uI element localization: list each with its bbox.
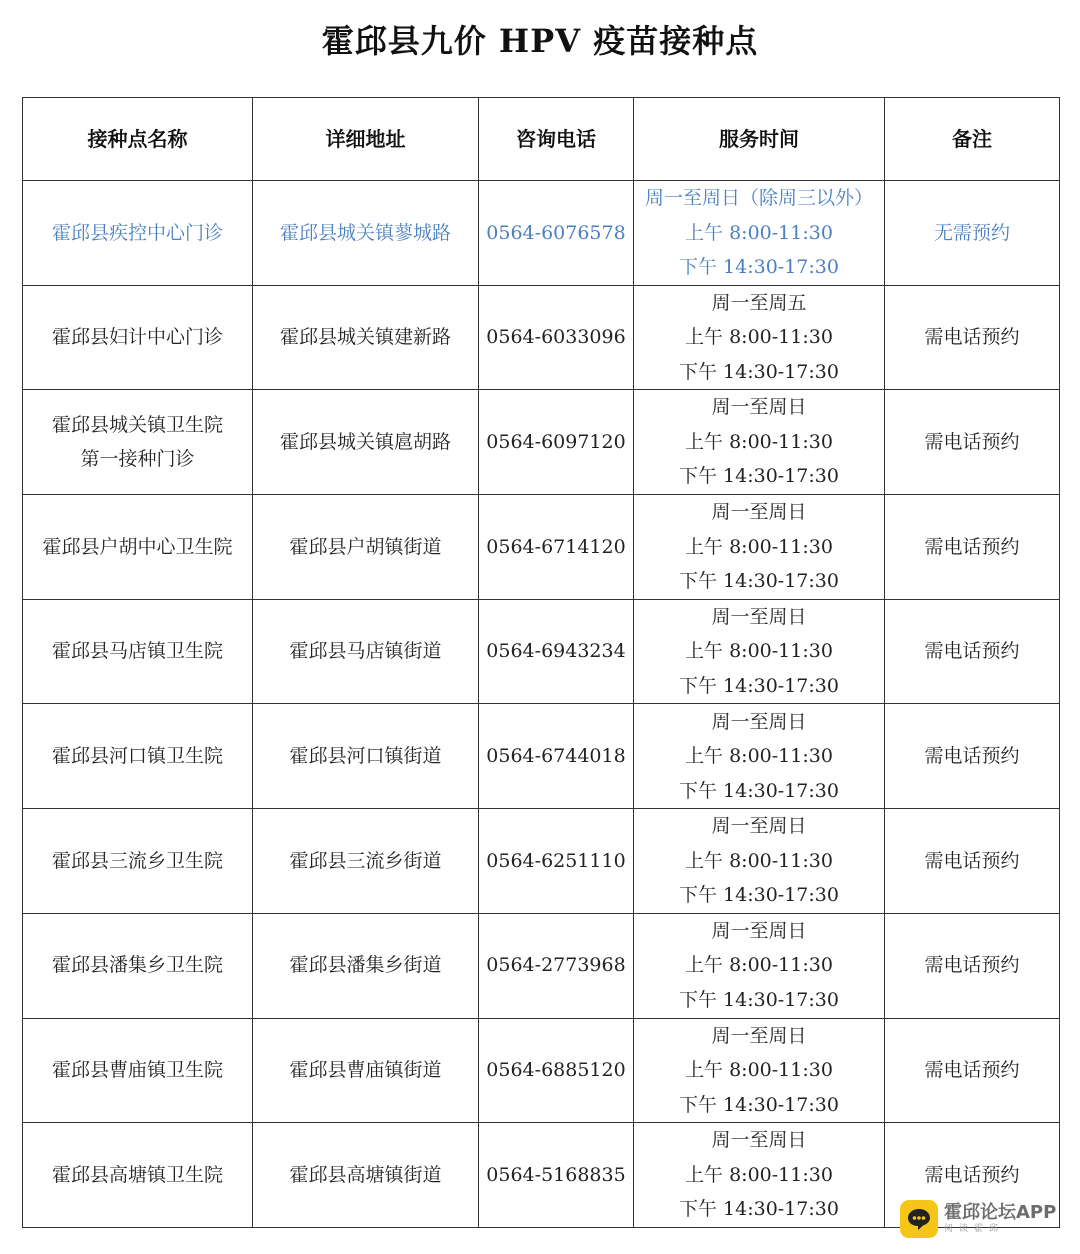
cell-service-time-text: 上午 8:00-11:30 bbox=[685, 745, 833, 768]
cell-address-text: 霍邱县河口镇街道 bbox=[289, 745, 442, 768]
vaccination-sites-table bbox=[22, 97, 1060, 1228]
cell-service-time-text: 上午 8:00-11:30 bbox=[685, 535, 833, 558]
cell-note bbox=[885, 599, 1060, 704]
cell-site-name bbox=[23, 704, 253, 809]
cell-site-name-text: 霍邱县潘集乡卫生院 bbox=[51, 954, 223, 977]
cell-note bbox=[885, 390, 1060, 495]
cell-site-name-text: 霍邱县户胡中心卫生院 bbox=[42, 535, 233, 558]
cell-site-name-text: 霍邱县疾控中心门诊 bbox=[51, 221, 223, 244]
cell-service-time-text: 上午 8:00-11:30 bbox=[685, 954, 833, 977]
cell-service-time-text: 下午 14:30-17:30 bbox=[679, 1093, 839, 1116]
table-header-row bbox=[23, 98, 1060, 181]
table-row bbox=[23, 809, 1060, 914]
cell-service-time-text: 上午 8:00-11:30 bbox=[685, 326, 833, 349]
cell-note bbox=[885, 1018, 1060, 1123]
cell-service-time bbox=[634, 181, 885, 286]
cell-phone-text: 0564-2773968 bbox=[486, 954, 626, 977]
header-service-time: 服务时间 bbox=[634, 98, 885, 181]
cell-site-name-text: 霍邱县高塘镇卫生院 bbox=[51, 1163, 223, 1186]
cell-site-name bbox=[23, 390, 253, 495]
cell-phone bbox=[479, 1123, 634, 1228]
cell-service-time-text: 上午 8:00-11:30 bbox=[685, 221, 833, 244]
table-body bbox=[23, 181, 1060, 1228]
cell-service-time-text: 下午 14:30-17:30 bbox=[679, 779, 839, 802]
header-address: 详细地址 bbox=[253, 98, 479, 181]
cell-note-text: 需电话预约 bbox=[924, 640, 1020, 663]
cell-service-time-text: 上午 8:00-11:30 bbox=[685, 1163, 833, 1186]
cell-service-time-text: 上午 8:00-11:30 bbox=[685, 849, 833, 872]
cell-service-time-text: 上午 8:00-11:30 bbox=[685, 430, 833, 453]
cell-phone bbox=[479, 390, 634, 495]
cell-site-name-text: 霍邱县曹庙镇卫生院 bbox=[51, 1059, 223, 1082]
cell-note-text: 需电话预约 bbox=[924, 535, 1020, 558]
cell-service-time-text: 下午 14:30-17:30 bbox=[679, 988, 839, 1011]
cell-note bbox=[885, 181, 1060, 286]
cell-phone-text: 0564-6097120 bbox=[486, 430, 626, 453]
cell-phone-text: 0564-6943234 bbox=[486, 640, 626, 663]
cell-service-time-text: 下午 14:30-17:30 bbox=[679, 884, 839, 907]
chat-bubble-logo-icon bbox=[900, 1200, 938, 1238]
cell-site-name-text: 霍邱县河口镇卫生院 bbox=[51, 745, 223, 768]
cell-service-time bbox=[634, 913, 885, 1018]
cell-phone bbox=[479, 809, 634, 914]
cell-phone bbox=[479, 285, 634, 390]
cell-service-time-text: 周一至周日（除周三以外） bbox=[644, 187, 873, 210]
cell-site-name bbox=[23, 913, 253, 1018]
table-row bbox=[23, 599, 1060, 704]
cell-note-text: 需电话预约 bbox=[924, 954, 1020, 977]
table-row bbox=[23, 913, 1060, 1018]
cell-service-time bbox=[634, 1018, 885, 1123]
cell-service-time bbox=[634, 285, 885, 390]
cell-address-text: 霍邱县城关镇建新路 bbox=[279, 326, 451, 349]
cell-phone-text: 0564-6076578 bbox=[486, 221, 626, 244]
page-title: 霍邱县九价 HPV 疫苗接种点 bbox=[321, 22, 759, 60]
cell-service-time bbox=[634, 495, 885, 600]
cell-service-time-text: 下午 14:30-17:30 bbox=[679, 465, 839, 488]
cell-address bbox=[253, 913, 479, 1018]
cell-site-name bbox=[23, 599, 253, 704]
cell-address bbox=[253, 495, 479, 600]
cell-phone-text: 0564-6744018 bbox=[486, 745, 626, 768]
cell-phone-text: 0564-5168835 bbox=[486, 1163, 626, 1186]
cell-service-time-text: 周一至周五 bbox=[711, 291, 807, 314]
cell-service-time-text: 上午 8:00-11:30 bbox=[685, 640, 833, 663]
cell-phone bbox=[479, 704, 634, 809]
cell-service-time bbox=[634, 1123, 885, 1228]
cell-site-name bbox=[23, 495, 253, 600]
cell-note-text: 需电话预约 bbox=[924, 1059, 1020, 1082]
cell-service-time-text: 下午 14:30-17:30 bbox=[679, 570, 839, 593]
cell-note bbox=[885, 704, 1060, 809]
cell-phone-text: 0564-6885120 bbox=[486, 1059, 626, 1082]
cell-address-text: 霍邱县曹庙镇街道 bbox=[289, 1059, 442, 1082]
cell-service-time-text: 周一至周日 bbox=[711, 815, 807, 838]
cell-note bbox=[885, 495, 1060, 600]
cell-service-time-text: 周一至周日 bbox=[711, 396, 807, 419]
cell-note bbox=[885, 285, 1060, 390]
app-watermark bbox=[900, 1199, 1056, 1239]
cell-note bbox=[885, 809, 1060, 914]
cell-note-text: 需电话预约 bbox=[924, 326, 1020, 349]
header-site-name: 接种点名称 bbox=[23, 98, 253, 181]
cell-address-text: 霍邱县三流乡街道 bbox=[289, 849, 442, 872]
cell-note-text: 需电话预约 bbox=[924, 1163, 1020, 1186]
table-row bbox=[23, 495, 1060, 600]
cell-phone bbox=[479, 913, 634, 1018]
cell-service-time bbox=[634, 599, 885, 704]
table-row bbox=[23, 1018, 1060, 1123]
cell-address bbox=[253, 390, 479, 495]
cell-note bbox=[885, 913, 1060, 1018]
cell-note-text: 需电话预约 bbox=[924, 745, 1020, 768]
cell-address bbox=[253, 599, 479, 704]
cell-service-time-text: 上午 8:00-11:30 bbox=[685, 1059, 833, 1082]
header-phone: 咨询电话 bbox=[479, 98, 634, 181]
cell-site-name-text: 霍邱县三流乡卫生院 bbox=[51, 849, 223, 872]
cell-site-name bbox=[23, 809, 253, 914]
cell-site-name-text: 霍邱县妇计中心门诊 bbox=[51, 326, 223, 349]
cell-phone bbox=[479, 1018, 634, 1123]
cell-address-text: 霍邱县城关镇扈胡路 bbox=[279, 430, 451, 453]
cell-service-time-text: 下午 14:30-17:30 bbox=[679, 674, 839, 697]
cell-site-name bbox=[23, 285, 253, 390]
cell-note-text: 需电话预约 bbox=[924, 849, 1020, 872]
cell-site-name bbox=[23, 1123, 253, 1228]
cell-address bbox=[253, 181, 479, 286]
cell-phone bbox=[479, 599, 634, 704]
watermark-slogan: 阅读霍邱 bbox=[944, 1224, 1005, 1234]
cell-phone-text: 0564-6714120 bbox=[486, 535, 626, 558]
cell-address bbox=[253, 704, 479, 809]
watermark-brand: 霍邱论坛APP bbox=[944, 1202, 1057, 1223]
cell-address-text: 霍邱县户胡镇街道 bbox=[289, 535, 442, 558]
cell-phone-text: 0564-6251110 bbox=[486, 849, 626, 872]
cell-address bbox=[253, 1123, 479, 1228]
cell-note-text: 无需预约 bbox=[933, 221, 1010, 244]
cell-phone bbox=[479, 495, 634, 600]
cell-phone bbox=[479, 181, 634, 286]
cell-service-time-text: 下午 14:30-17:30 bbox=[679, 1198, 839, 1221]
cell-service-time bbox=[634, 809, 885, 914]
cell-service-time-text: 周一至周日 bbox=[711, 919, 807, 942]
cell-service-time-text: 下午 14:30-17:30 bbox=[679, 256, 839, 279]
cell-service-time bbox=[634, 704, 885, 809]
cell-site-name-text: 第一接种门诊 bbox=[80, 448, 195, 471]
cell-address bbox=[253, 809, 479, 914]
cell-site-name-text: 霍邱县马店镇卫生院 bbox=[51, 640, 223, 663]
cell-service-time bbox=[634, 390, 885, 495]
cell-service-time-text: 周一至周日 bbox=[711, 605, 807, 628]
cell-address-text: 霍邱县马店镇街道 bbox=[289, 640, 442, 663]
table-row bbox=[23, 285, 1060, 390]
cell-address bbox=[253, 1018, 479, 1123]
cell-site-name bbox=[23, 181, 253, 286]
cell-address bbox=[253, 285, 479, 390]
cell-address-text: 霍邱县城关镇蓼城路 bbox=[279, 221, 451, 244]
cell-service-time-text: 下午 14:30-17:30 bbox=[679, 360, 839, 383]
cell-address-text: 霍邱县潘集乡街道 bbox=[289, 954, 442, 977]
cell-service-time-text: 周一至周日 bbox=[711, 710, 807, 733]
table-row bbox=[23, 181, 1060, 286]
cell-address-text: 霍邱县高塘镇街道 bbox=[289, 1163, 442, 1186]
header-note: 备注 bbox=[885, 98, 1060, 181]
cell-site-name bbox=[23, 1018, 253, 1123]
cell-site-name-text: 霍邱县城关镇卫生院 bbox=[51, 413, 223, 436]
table-row bbox=[23, 704, 1060, 809]
cell-phone-text: 0564-6033096 bbox=[486, 326, 626, 349]
table-row bbox=[23, 390, 1060, 495]
cell-note-text: 需电话预约 bbox=[924, 430, 1020, 453]
cell-service-time-text: 周一至周日 bbox=[711, 1129, 807, 1152]
cell-service-time-text: 周一至周日 bbox=[711, 1024, 807, 1047]
cell-service-time-text: 周一至周日 bbox=[711, 501, 807, 524]
